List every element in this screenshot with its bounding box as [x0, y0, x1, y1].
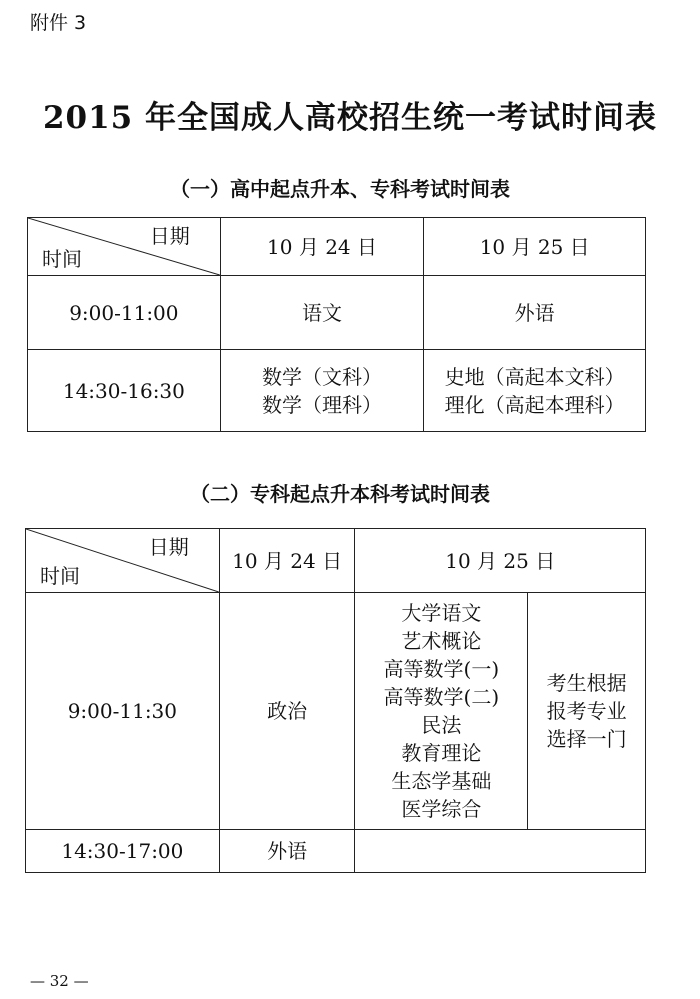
time-cell: 9:00-11:00 — [28, 276, 221, 350]
time-cell: 14:30-17:00 — [26, 830, 220, 873]
subject: 医学综合 — [401, 797, 482, 821]
subject: 生态学基础 — [391, 769, 492, 793]
subject-cell — [220, 350, 424, 432]
note-line: 考生根据 — [546, 671, 627, 695]
day2-header: 10 月 25 日 — [424, 218, 646, 276]
diagonal-header-cell — [28, 218, 221, 276]
time-cell: 9:00-11:30 — [26, 593, 220, 830]
note-line: 选择一门 — [546, 727, 627, 751]
time-label: 时间 — [42, 247, 82, 271]
subject-cell — [220, 276, 424, 350]
subject-cell: 外语 — [219, 830, 355, 873]
exam-schedule-table-2 — [25, 528, 646, 873]
subject: 艺术概论 — [401, 629, 482, 653]
subject: 理化（高起本理科） — [444, 392, 625, 417]
table2-subtitle: （二）专科起点升本科考试时间表 — [190, 482, 490, 506]
day1-header: 10 月 24 日 — [219, 529, 355, 593]
subject: 高等数学(二) — [383, 685, 500, 709]
table-row — [26, 593, 646, 830]
subject: 史地（高起本文科） — [444, 364, 625, 389]
day2-header: 10 月 25 日 — [355, 529, 646, 593]
subject: 数学（理科） — [262, 392, 383, 417]
empty-cell — [355, 830, 646, 873]
note-cell — [528, 593, 646, 830]
page-title: 2015 年全国成人高校招生统一考试时间表 — [42, 100, 658, 136]
subject: 外语 — [514, 300, 555, 325]
exam-schedule-table-1 — [27, 217, 646, 432]
table-row — [28, 276, 646, 350]
page-number: — 32 — — [30, 972, 89, 990]
diagonal-header-cell — [26, 529, 220, 593]
table-row — [28, 350, 646, 432]
subject: 语文 — [302, 300, 343, 325]
table-header-row — [26, 529, 646, 593]
table-header-row — [28, 218, 646, 276]
time-label: 时间 — [40, 564, 80, 588]
subject-cell — [424, 276, 646, 350]
day1-header: 10 月 24 日 — [220, 218, 424, 276]
subject-list-cell — [355, 593, 528, 830]
attachment-label: 附件 3 — [30, 12, 87, 34]
subject-cell: 政治 — [219, 593, 355, 830]
subject: 教育理论 — [401, 741, 482, 765]
subject: 民法 — [421, 713, 462, 737]
subject: 高等数学(一) — [383, 657, 500, 681]
subject: 数学（文科） — [262, 364, 383, 389]
note-line: 报考专业 — [546, 699, 627, 723]
time-cell: 14:30-16:30 — [28, 350, 221, 432]
table1-subtitle: （一）高中起点升本、专科考试时间表 — [170, 177, 510, 201]
subject: 大学语文 — [401, 601, 482, 625]
subject-cell — [424, 350, 646, 432]
date-label: 日期 — [149, 224, 190, 248]
table-row — [26, 830, 646, 873]
date-label: 日期 — [148, 535, 189, 559]
